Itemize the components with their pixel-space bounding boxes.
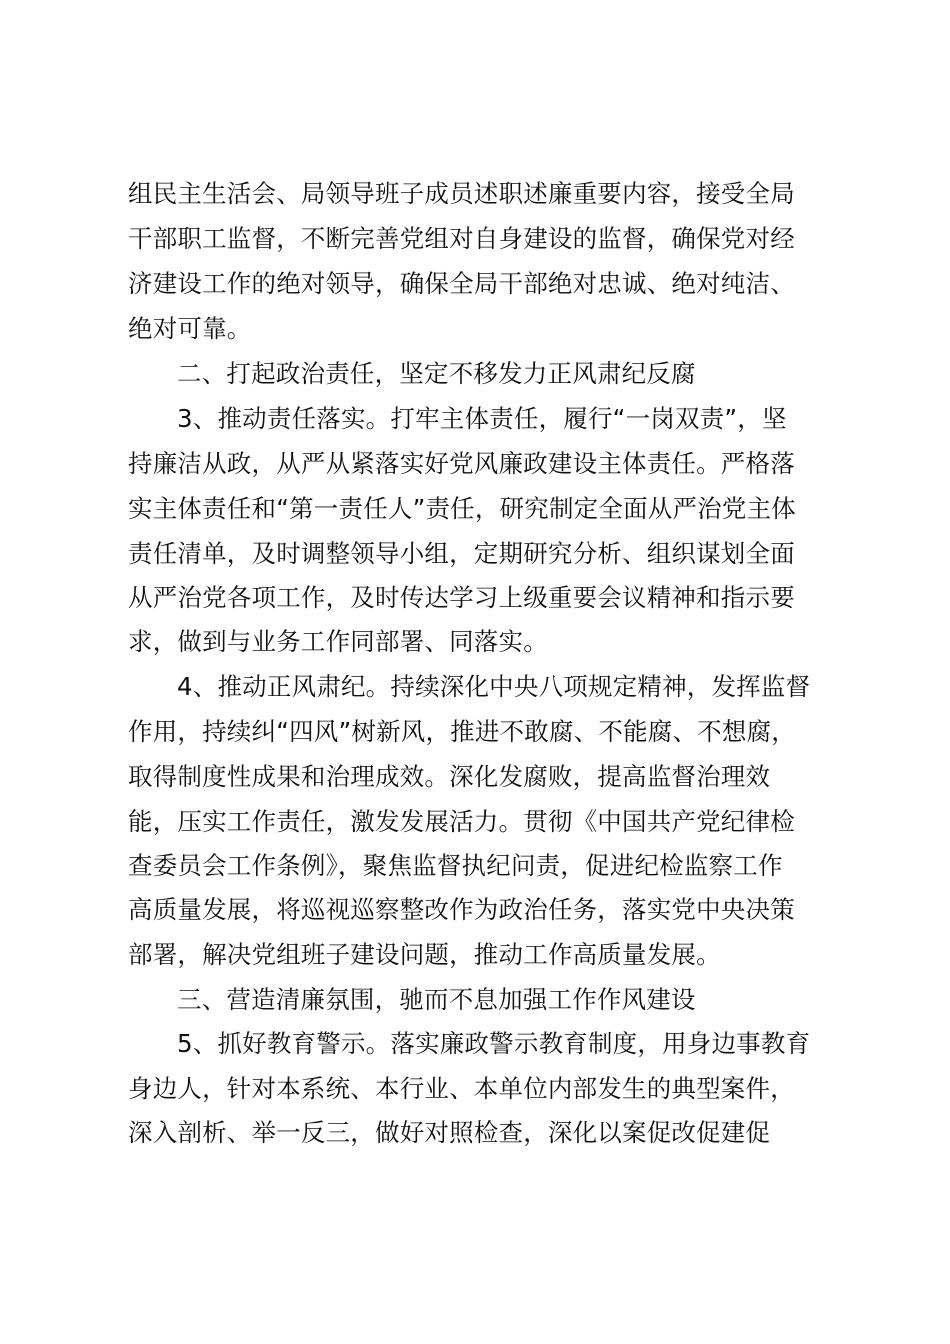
text-line-10: 从严治党各项工作，及时传达学习上级重要会议精神和指示要 bbox=[128, 583, 795, 612]
text-line-17: 高质量发展，将巡视巡察整改作为政治任务，落实党中央决策 bbox=[128, 895, 795, 924]
text-line-14: 取得制度性成果和治理成效。深化发腐败，提高监督治理效 bbox=[128, 762, 771, 791]
text-line-11: 求，做到与业务工作同部署、同落实。 bbox=[128, 627, 548, 656]
text-line-16: 查委员会工作条例》，聚焦监督执纪问责，促进纪检监察工作 bbox=[128, 851, 783, 880]
text-line-21: 身边人，针对本系统、本行业、本单位内部发生的典型案件， bbox=[128, 1074, 795, 1103]
text-line-1: 组民主生活会、局领导班子成员述职述廉重要内容，接受全局 bbox=[128, 179, 795, 208]
section-heading-3: 三、营造清廉氛围，驰而不息加强工作作风建设 bbox=[177, 985, 696, 1014]
text-line-13: 作用，持续纠“四风”树新风，推进不敢腐、不能腐、不想腐， bbox=[128, 717, 796, 746]
text-line-4: 绝对可靠。 bbox=[128, 314, 252, 343]
text-line-22: 深入剖析、举一反三，做好对照检查，深化以案促改促建促 bbox=[128, 1118, 771, 1147]
text-line-2: 干部职工监督，不断完善党组对自身建设的监督，确保党对经 bbox=[128, 224, 795, 253]
text-line-18: 部署，解决党组班子建设问题，推动工作高质量发展。 bbox=[128, 940, 721, 969]
text-line-8: 实主体责任和“第一责任人”责任，研究制定全面从严治党主体 bbox=[128, 494, 796, 523]
text-line-6: 3、推动责任落实。打牢主体责任，履行“一岗双责”，坚 bbox=[177, 404, 787, 433]
section-heading-2: 二、打起政治责任，坚定不移发力正风肃纪反腐 bbox=[177, 359, 696, 388]
text-line-15: 能，压实工作责任，激发发展活力。贯彻《中国共产党纪律检 bbox=[128, 807, 795, 836]
text-line-3: 济建设工作的绝对领导，确保全局干部绝对忠诚、绝对纯洁、 bbox=[128, 269, 795, 298]
text-line-12: 4、推动正风肃纪。持续深化中央八项规定精神，发挥监督 bbox=[177, 672, 811, 701]
text-line-20: 5、抓好教育警示。落实廉政警示教育制度，用身边事教育 bbox=[177, 1029, 811, 1058]
text-line-9: 责任清单，及时调整领导小组，定期研究分析、组织谋划全面 bbox=[128, 539, 795, 568]
text-line-7: 持廉洁从政，从严从紧落实好党风廉政建设主体责任。严格落 bbox=[128, 449, 795, 478]
